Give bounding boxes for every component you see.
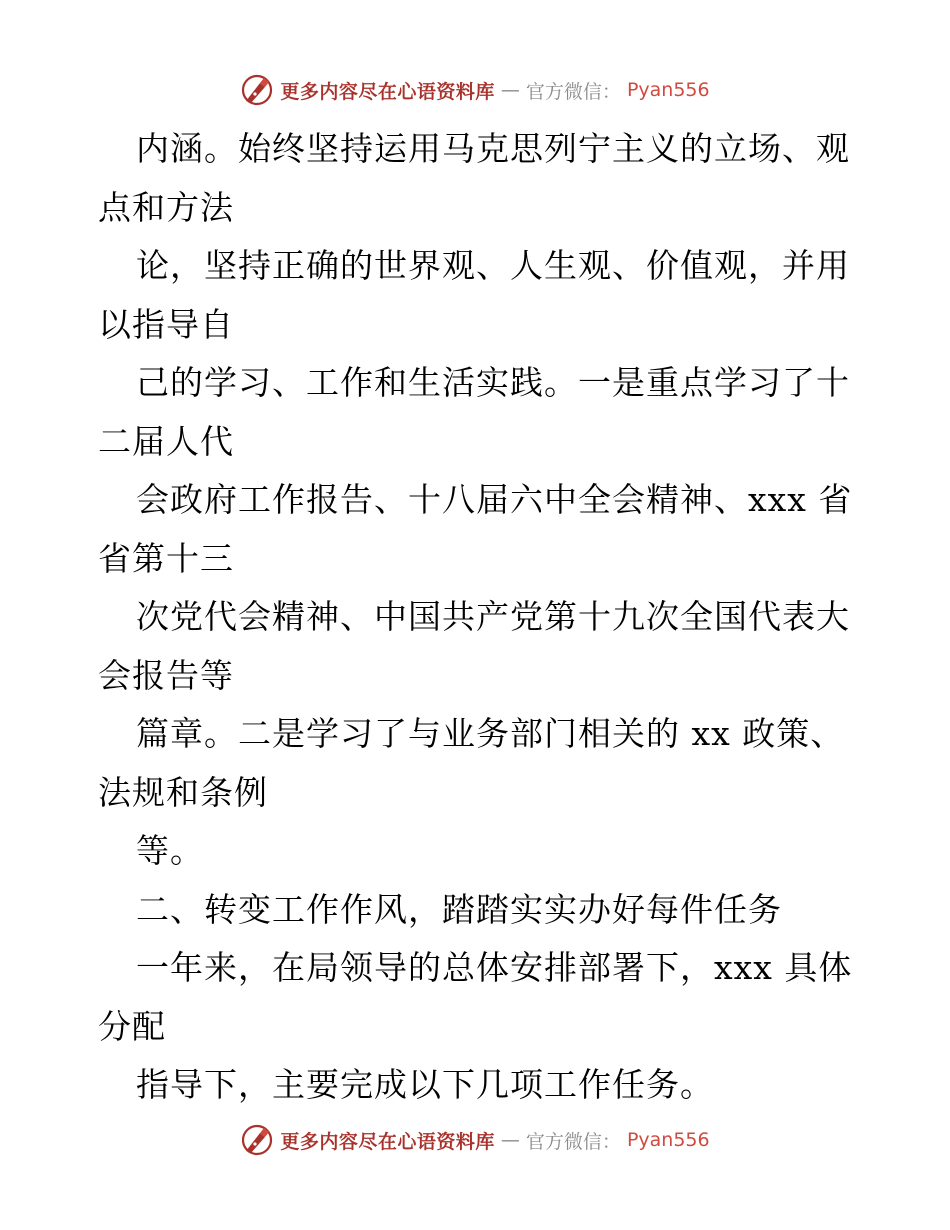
section-heading: 二、转变工作作风，踏踏实实办好每件任务: [136, 889, 782, 929]
header-banner: [0, 70, 950, 110]
text-line: 会政府工作报告、十八届六中全会精神、xxx 省: [136, 480, 853, 519]
text-line: 分配: [98, 1006, 166, 1046]
banner-wechat-id: Pyan556: [626, 1129, 710, 1151]
text-line: 己的学习、工作和生活实践。一是重点学习了十: [136, 363, 850, 402]
document-body: [98, 120, 858, 1115]
text-line: 内涵。始终坚持运用马克思列宁主义的立场、观: [136, 129, 850, 168]
text-line: 论，坚持正确的世界观、人生观、价值观，并用: [136, 246, 850, 285]
text-line: 以指导自: [98, 304, 234, 344]
banner-wechat-label: 官方微信：: [525, 1130, 621, 1153]
banner-dash: —: [500, 1129, 520, 1151]
banner-wechat-id: Pyan556: [626, 79, 710, 101]
banner-wechat-label: 官方微信：: [525, 80, 621, 103]
text-line: 二届人代: [98, 421, 234, 461]
text-line: 指导下，主要完成以下几项工作任务。: [136, 1065, 714, 1104]
pen-nib-icon: [240, 73, 274, 107]
text-line: 篇章。二是学习了与业务部门相关的 xx 政策、: [136, 714, 845, 753]
text-line: 会报告等: [98, 655, 234, 695]
text-line: 点和方法: [98, 187, 234, 227]
footer-banner: [0, 1120, 950, 1160]
pen-nib-icon: [240, 1123, 274, 1157]
text-line: 次党代会精神、中国共产党第十九次全国代表大: [136, 597, 850, 636]
banner-main-text: 更多内容尽在心语资料库: [280, 1130, 495, 1153]
text-line: 一年来，在局领导的总体安排部署下，xxx 具体: [136, 948, 853, 987]
banner-dash: —: [500, 79, 520, 101]
text-line: 法规和条例: [98, 772, 268, 812]
banner-main-text: 更多内容尽在心语资料库: [280, 80, 495, 103]
text-line: 省第十三: [98, 538, 234, 578]
text-line: 等。: [136, 831, 204, 870]
